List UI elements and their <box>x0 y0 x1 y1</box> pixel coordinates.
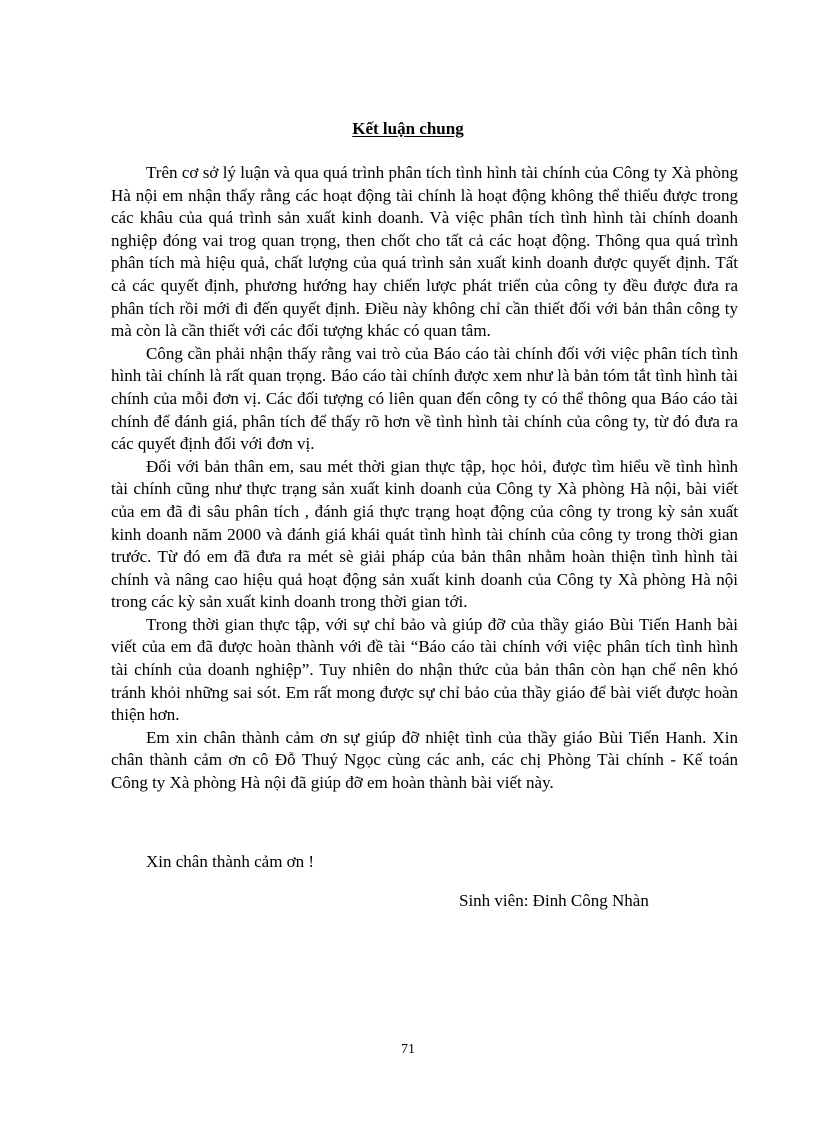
page-title: Kết luận chung <box>352 119 464 138</box>
paragraph-5: Em xin chân thành cảm ơn sự giúp đỡ nhiệt tình của thầy giáo Bùi Tiến Hanh. Xin chân thành cảm ơn cô Đỗ Thuý Ngọc cùng các anh, các chị Phòng Tài chính - Kế toán Công ty Xà phòng Hà nội đã giúp đỡ em hoàn thành bài viết này. <box>111 727 738 793</box>
paragraph-4: Trong thời gian thực tập, với sự chỉ bảo và giúp đỡ của thầy giáo Bùi Tiến Hanh bài viết của em đã được hoàn thành với đề tài “Báo cáo tài chính với việc phân tích tình hình tài chính của doanh nghiệp”. Tuy nhiên do nhận thức của bản thân còn hạn chế nên khó tránh khỏi những sai sót. Em rất mong được sự chỉ bảo của thầy giáo để bài viết được hoàn thiện hơn. <box>111 614 738 725</box>
closing-line: Xin chân thành cảm ơn ! <box>146 852 315 871</box>
paragraph-2: Công cần phải nhận thấy rằng vai trò của Báo cáo tài chính đối với việc phân tích tình hình tài chính là rất quan trọng. Báo cáo tài chính được xem như là bản tóm tắt tình hình tài chính của mỗi đơn vị. Các đối tượng có liên quan đến công ty có thể thông qua Báo cáo tài chính để đánh giá, phân tích để thấy rõ hơn về tình hình tài chính của công ty, từ đó đưa ra các quyết định đối với đơn vị. <box>111 343 738 454</box>
document-body <box>111 162 738 795</box>
signature: Sinh viên: Đinh Công Nhàn <box>459 891 649 910</box>
page-number: 71 <box>401 1042 415 1057</box>
paragraph-1: Trên cơ sở lý luận và qua quá trình phân tích tình hình tài chính của Công ty Xà phòng Hà nội em nhận thấy rằng các hoạt động tài chính là hoạt động không thể thiếu được trong các khâu của quá trình sản xuất kinh doanh. Và việc phân tích tình hình tài chính doanh nghiệp đóng vai trog quan trọng, then chốt cho tất cả các hoạt động. Thông qua quá trình phân tích mà hiệu quả, chất lượng của quá trình sản xuất kinh doanh được quyết định. Tất cả các quyết định, phương hướng hay chiến lược phát triển của công ty đều được đưa ra phân tích rồi mới đi đến quyết định. Điều này không chỉ cần thiết đối với bản thân công ty mà còn là cần thiết với các đối tượng khác có quan tâm. <box>111 163 738 341</box>
paragraph-3: Đối với bản thân em, sau mét thời gian thực tập, học hỏi, được tìm hiểu về tình hình tài chính cũng như thực trạng sản xuất kinh doanh của Công ty Xà phòng Hà nội, bài viết của em đã đi sâu phân tích , đánh giá thực trạng hoạt động của công ty trong kỳ sản xuất kinh doanh năm 2000 và đánh giá khái quát tình hình tài chính của công ty trong thời gian trước. Từ đó em đã đưa ra mét sè giải pháp của bản thân nhằm hoàn thiện tình hình tài chính và nâng cao hiệu quả hoạt động sản xuất kinh doanh của Công ty Xà phòng Hà nội trong các kỳ sản xuất kinh doanh trong thời gian tới. <box>111 456 738 612</box>
